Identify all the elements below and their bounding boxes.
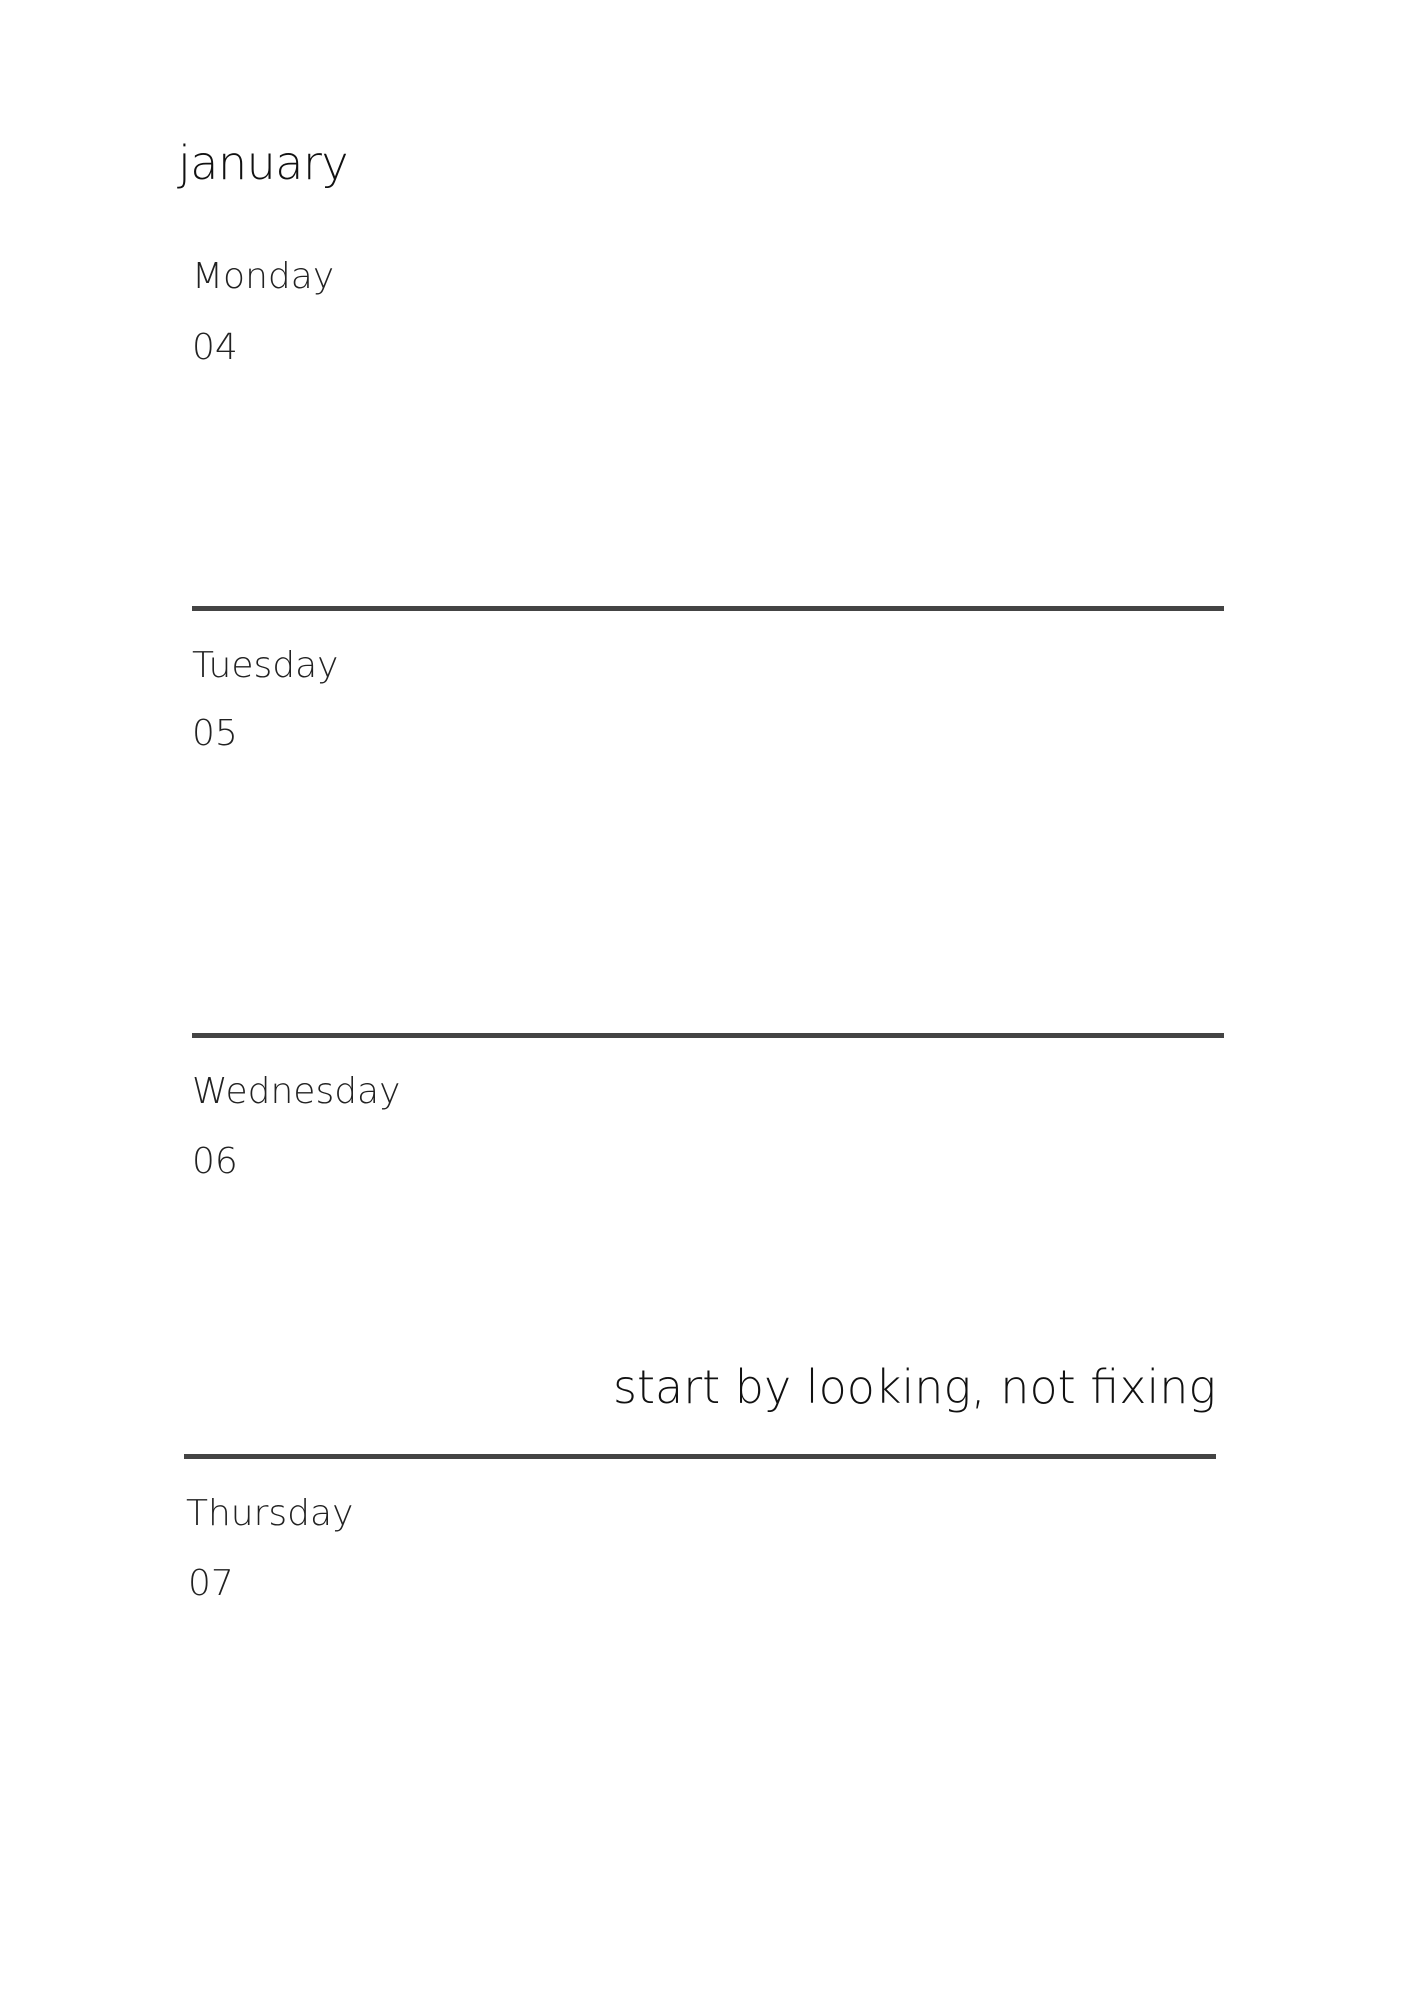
day-number-monday: 04 (192, 327, 238, 368)
day-number-thursday: 07 (188, 1563, 234, 1604)
day-name-wednesday: Wednesday (192, 1071, 401, 1112)
day-name-monday: Monday (192, 256, 335, 297)
divider-monday (192, 606, 1224, 611)
day-name-tuesday: Tuesday (192, 645, 339, 686)
day-number-wednesday: 06 (192, 1141, 238, 1182)
day-name-thursday: Thursday (186, 1493, 354, 1534)
divider-tuesday (192, 1033, 1224, 1038)
quote-text: start by looking, not fixing (613, 1360, 1216, 1414)
divider-wednesday (184, 1454, 1216, 1459)
day-number-tuesday: 05 (192, 713, 238, 754)
month-title: january (178, 136, 349, 190)
